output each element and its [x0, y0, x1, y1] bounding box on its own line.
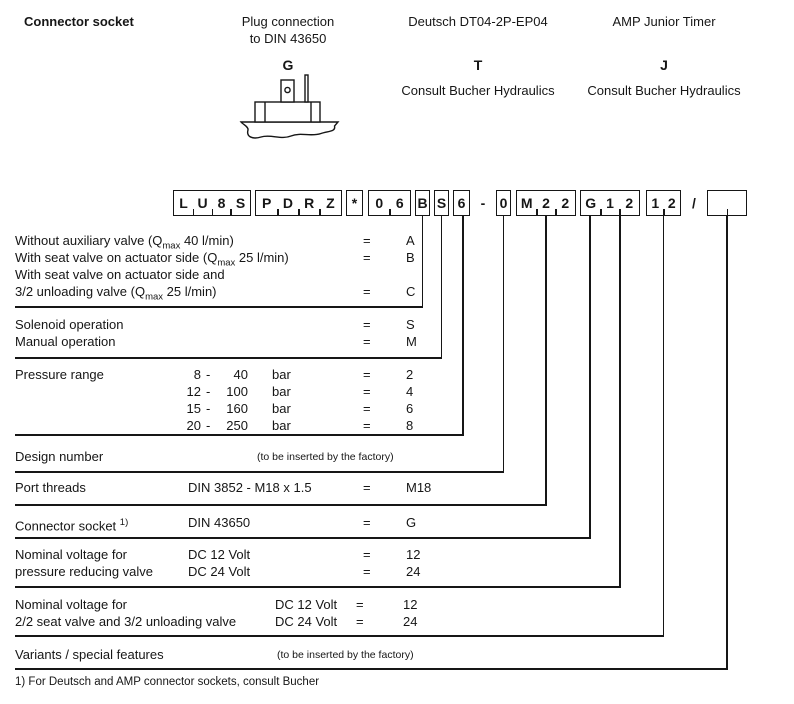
code-char: 8: [217, 195, 226, 211]
connector-vline: [441, 216, 443, 359]
equals-sign: =: [363, 401, 371, 416]
code-value: 24: [403, 614, 418, 629]
code-box: [646, 190, 681, 216]
code-box: [173, 190, 251, 216]
range-to: 100: [226, 384, 248, 399]
range-from: 8: [193, 367, 201, 382]
equals-sign: =: [363, 480, 371, 495]
label-subscript: max: [145, 291, 164, 303]
code-value: 24: [406, 564, 421, 579]
equals-sign: =: [356, 597, 364, 612]
label-text: Port threads: [15, 480, 86, 495]
label-text: With seat valve on actuator side and: [15, 267, 225, 282]
code-char: D: [282, 195, 293, 211]
range-dash: -: [206, 367, 211, 382]
char-separator-tick: [212, 209, 214, 215]
equals-sign: =: [363, 384, 371, 399]
connector-hline: [15, 471, 504, 473]
code-box: [346, 190, 363, 216]
code-value: 12: [406, 547, 421, 562]
code-char: R: [304, 195, 315, 211]
connector-option-note: Consult Bucher Hydraulics: [587, 83, 741, 98]
label-text: 40 l/min): [180, 233, 234, 248]
equals-sign: =: [363, 547, 371, 562]
code-char: Z: [326, 195, 335, 211]
row-label: [15, 480, 86, 496]
code-char: *: [351, 195, 358, 211]
code-char: M: [520, 195, 533, 211]
connector-option-note: Consult Bucher Hydraulics: [401, 83, 555, 98]
code-char: 2: [667, 195, 676, 211]
code-value: M: [406, 334, 417, 349]
code-char: U: [197, 195, 208, 211]
code-char: S: [436, 195, 447, 211]
code-box: [496, 190, 511, 216]
char-separator-tick: [600, 209, 602, 215]
connector-hline: [15, 537, 591, 539]
label-text: Manual operation: [15, 334, 116, 349]
row-spec: DC 12 Volt: [275, 597, 338, 612]
code-char: 6: [395, 195, 404, 211]
code-value: M18: [406, 480, 432, 495]
connector-hline: [15, 586, 621, 588]
code-value: 6: [406, 401, 414, 416]
code-value: 2: [406, 367, 414, 382]
gland-screw-icon: [285, 87, 290, 92]
connector-option-code: J: [660, 57, 668, 73]
code-box: [453, 190, 470, 216]
label-text: 3/2 unloading valve (Q: [15, 284, 146, 299]
char-separator-tick: [230, 209, 232, 215]
range-from: 20: [186, 418, 201, 433]
row-label: [15, 284, 217, 306]
code-box: [580, 190, 640, 216]
connector-option-label: AMP Junior Timer: [612, 14, 716, 29]
row-label: [15, 449, 103, 465]
code-char: G: [585, 195, 597, 211]
row-label: [15, 515, 128, 534]
range-dash: -: [206, 384, 211, 399]
range-unit: bar: [272, 384, 291, 399]
code-box: [434, 190, 449, 216]
code-char: 0: [499, 195, 508, 211]
connector-hline: [15, 668, 728, 670]
equals-sign: =: [363, 334, 371, 349]
equals-sign: =: [363, 564, 371, 579]
code-value: A: [406, 233, 415, 248]
label-text: Pressure range: [15, 367, 104, 382]
label-text: Variants / special features: [15, 647, 164, 662]
row-label: [15, 564, 153, 580]
equals-sign: =: [363, 250, 371, 265]
label-text: 25 l/min): [235, 250, 289, 265]
connector-hline: [15, 357, 442, 359]
connector-hline: [15, 504, 547, 506]
equals-sign: =: [363, 367, 371, 382]
range-from: 12: [186, 384, 201, 399]
range-to: 250: [226, 418, 248, 433]
char-separator-tick: [555, 209, 557, 215]
label-text: Design number: [15, 449, 104, 464]
connector-option-label: to DIN 43650: [249, 31, 327, 46]
code-char: P: [261, 195, 272, 211]
range-to: 160: [226, 401, 248, 416]
char-separator-tick: [319, 209, 321, 215]
code-slash: /: [692, 195, 696, 211]
code-box: [707, 190, 747, 216]
row-label: [15, 367, 104, 383]
code-value: S: [406, 317, 415, 332]
equals-sign: =: [363, 418, 371, 433]
code-char: 1: [606, 195, 614, 211]
row-spec: DC 24 Volt: [275, 614, 338, 629]
label-subscript: max: [217, 257, 236, 269]
mounting-panel: [241, 122, 338, 138]
range-dash: -: [206, 401, 211, 416]
row-label: [15, 317, 123, 333]
connector-option-code: G: [282, 57, 294, 73]
label-text: 25 l/min): [163, 284, 217, 299]
connector-pin: [305, 75, 308, 102]
code-char: [727, 191, 746, 215]
connector-vline: [726, 216, 728, 670]
code-char: S: [235, 195, 246, 211]
code-char: 0: [375, 195, 384, 211]
equals-sign: =: [363, 515, 371, 530]
label-superscript: 1): [119, 517, 129, 528]
row-label: [15, 547, 127, 563]
label-text: Nominal voltage for: [15, 597, 127, 612]
code-char: 2: [561, 195, 570, 211]
code-value: 12: [403, 597, 418, 612]
connector-hline: [15, 434, 464, 436]
char-separator-tick: [193, 209, 195, 215]
code-box: [516, 190, 576, 216]
connector-vline: [619, 216, 621, 588]
range-dash: -: [206, 418, 211, 433]
row-spec: DIN 43650: [188, 515, 251, 530]
char-separator-tick: [389, 209, 391, 215]
connector-option-label: Deutsch DT04-2P-EP04: [408, 14, 548, 29]
row-label: [15, 597, 127, 613]
char-separator-tick: [298, 209, 300, 215]
row-label: [15, 334, 115, 350]
connector-option-label: Plug connection: [241, 14, 335, 29]
code-value: 4: [406, 384, 414, 399]
factory-note: (to be inserted by the factory): [277, 649, 414, 661]
row-label: [15, 267, 225, 283]
range-unit: bar: [272, 401, 291, 416]
label-subscript: max: [162, 240, 181, 252]
code-box: [255, 190, 342, 216]
connector-vline: [589, 216, 591, 539]
char-separator-tick: [727, 209, 729, 215]
connector-vline: [462, 216, 464, 436]
label-text: Nominal voltage for: [15, 547, 127, 562]
label-text: pressure reducing valve: [15, 564, 154, 579]
range-from: 15: [186, 401, 201, 416]
connector-hline: [15, 635, 664, 637]
code-char: 1: [651, 195, 660, 211]
code-char: L: [179, 195, 188, 211]
equals-sign: =: [363, 284, 371, 299]
connector-hline: [15, 306, 423, 308]
code-char: B: [417, 195, 428, 211]
connector-option-code: T: [473, 57, 483, 73]
label-text: Connector socket: [15, 518, 120, 534]
char-separator-tick: [536, 209, 538, 215]
range-unit: bar: [272, 367, 291, 382]
code-value: G: [406, 515, 417, 530]
code-char: [708, 191, 727, 215]
label-text: With seat valve on actuator side (Q: [15, 250, 218, 265]
label-text: Solenoid operation: [15, 317, 124, 332]
row-spec: DC 12 Volt: [188, 547, 251, 562]
code-dash: -: [480, 195, 486, 211]
code-box: [368, 190, 411, 216]
code-box: [415, 190, 430, 216]
footnote: 1) For Deutsch and AMP connector sockets, consult Bucher: [15, 676, 320, 688]
equals-sign: =: [363, 317, 371, 332]
row-spec: DIN 3852 - M18 x 1.5: [188, 480, 312, 495]
connector-vline: [422, 216, 424, 308]
equals-sign: =: [356, 614, 364, 629]
code-value: 8: [406, 418, 414, 433]
range-unit: bar: [272, 418, 291, 433]
factory-note: (to be inserted by the factory): [257, 451, 394, 463]
equals-sign: =: [363, 233, 371, 248]
plug-connector-drawing: [235, 70, 345, 145]
connector-vline: [545, 216, 547, 506]
row-spec: DC 24 Volt: [188, 564, 251, 579]
char-separator-tick: [619, 209, 621, 215]
code-char: 2: [542, 195, 550, 211]
range-to: 40: [233, 367, 248, 382]
section-title: Connector socket: [24, 14, 134, 29]
row-label: [15, 647, 164, 663]
code-char: 2: [625, 195, 634, 211]
code-char: 6: [457, 195, 466, 211]
code-value: B: [406, 250, 415, 265]
char-separator-tick: [277, 209, 279, 215]
label-text: Without auxiliary valve (Q: [15, 233, 163, 248]
connector-vline: [503, 216, 505, 473]
char-separator-tick: [663, 209, 665, 215]
row-label: [15, 614, 236, 630]
code-value: C: [406, 284, 416, 299]
connector-vline: [663, 216, 665, 637]
label-text: 2/2 seat valve and 3/2 unloading valve: [15, 614, 237, 629]
